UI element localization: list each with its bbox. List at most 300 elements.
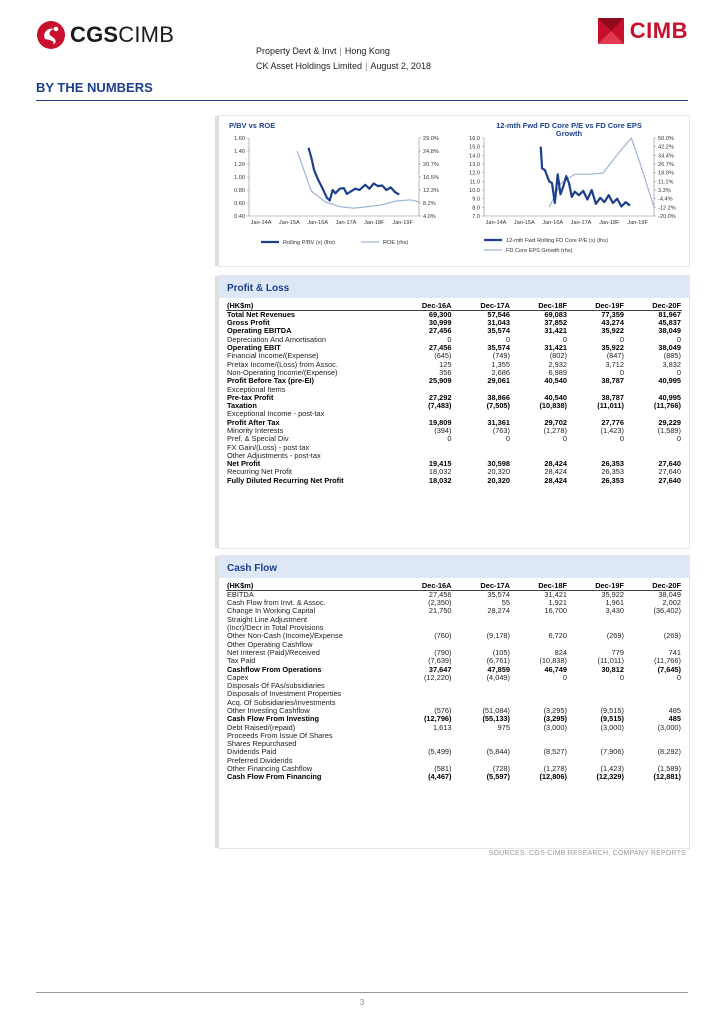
- profit-loss-cell: (847): [606, 351, 624, 361]
- profit-loss-cell: 125: [439, 359, 452, 369]
- cash-flow-col-header: Dec-18F: [511, 582, 568, 591]
- profit-loss-cell: 0: [619, 334, 624, 344]
- cash-flow-panel: [219, 556, 689, 848]
- left-tick-label: 8.0: [472, 205, 480, 212]
- profit-loss-row-label: Gross Profit: [227, 318, 270, 328]
- cash-flow-table: [226, 582, 682, 782]
- profit-loss-row-label: FX Gain/(Loss) - post tax: [227, 442, 310, 452]
- cash-flow-cell: (36,402): [653, 606, 681, 616]
- cash-flow-cell: (7,645): [657, 664, 681, 674]
- right-tick-label: 16.5%: [423, 175, 439, 181]
- cash-flow-row-label: Proceeds From Issue Of Shares: [227, 730, 333, 740]
- profit-loss-row-label: Fully Diluted Recurring Net Profit: [227, 475, 344, 485]
- page-number: 3: [359, 998, 365, 1007]
- right-tick-label: 42.2%: [658, 144, 674, 151]
- x-tick-label: Jan-15A: [513, 220, 535, 226]
- legend-label: Rolling P/BV (x) (lhs): [283, 240, 335, 246]
- primary-series-line: [309, 148, 400, 201]
- cimb-logo-icon: [598, 18, 624, 44]
- right-tick-label: 3.3%: [658, 188, 671, 194]
- profit-loss-cell: 0: [619, 367, 624, 377]
- profit-loss-cell: 43,274: [601, 318, 624, 328]
- cash-flow-cell: (11,011): [597, 656, 624, 666]
- cash-flow-row-label: Tax Paid: [227, 656, 256, 666]
- profit-loss-row-label: Profit Before Tax (pre-EI): [227, 376, 314, 386]
- cash-flow-cell: (581): [434, 764, 452, 774]
- profit-loss-cell: 6,989: [548, 367, 567, 377]
- profit-loss-cell: 18,032: [428, 467, 452, 477]
- profit-loss-cell: 20,320: [487, 467, 510, 477]
- left-tick-label: 14.0: [469, 153, 480, 160]
- cash-flow-cell: [625, 732, 682, 740]
- profit-loss-cell: [394, 443, 453, 451]
- profit-loss-cell: (1,589): [657, 426, 681, 435]
- cash-flow-cell: (760): [434, 631, 452, 641]
- cash-flow-cell: 0: [676, 672, 681, 682]
- cash-flow-cell: 16,700: [544, 606, 567, 616]
- cash-flow-cell: (9,515): [600, 706, 624, 715]
- profit-loss-cell: 1,355: [491, 359, 510, 369]
- profit-loss-cell: 18,032: [428, 475, 452, 485]
- profit-loss-table: [226, 302, 682, 485]
- cash-flow-cell: (12,796): [423, 714, 452, 724]
- cash-flow-cell: [394, 682, 453, 690]
- profit-loss-cell: (7,505): [486, 401, 510, 411]
- cash-flow-col-header: Dec-17A: [453, 582, 512, 591]
- right-tick-label: -4.4%: [658, 196, 673, 203]
- cash-flow-cell: (576): [434, 706, 452, 715]
- cash-flow-row-label: Cashflow From Operations: [227, 664, 322, 674]
- cash-flow-cell: 28,274: [487, 606, 510, 616]
- profit-loss-col-header: Dec-16A: [394, 302, 453, 311]
- profit-loss-cell: 26,353: [601, 459, 624, 469]
- pbv-roe-chart: [219, 116, 454, 266]
- cash-flow-cell: (4,467): [428, 772, 452, 782]
- profit-loss-cell: (885): [663, 351, 681, 361]
- cash-flow-cell: 1,961: [605, 598, 624, 608]
- right-tick-label: 8.2%: [423, 201, 436, 207]
- header-date: August 2, 2018: [370, 61, 431, 71]
- cimb-logo: [598, 18, 688, 44]
- cash-flow-cell: (8,527): [543, 747, 567, 757]
- profit-loss-cell: 25,909: [428, 376, 452, 386]
- cgs-cimb-logo-icon: [36, 20, 66, 50]
- cash-flow-row-label: Acq. Of Subsidiaries/investments: [227, 697, 336, 707]
- cash-flow-title: Cash Flow: [219, 556, 689, 578]
- cash-flow-row-label: EBITDA: [227, 590, 254, 599]
- profit-loss-cell: 2,932: [548, 359, 567, 369]
- right-tick-label: -12.2%: [658, 205, 676, 212]
- cash-flow-cell: [511, 616, 568, 624]
- cash-flow-col-header: (HK$m): [226, 582, 394, 591]
- cash-flow-cell: (3,295): [543, 714, 567, 724]
- cash-flow-row-label: Cash Flow From Investing: [227, 714, 319, 724]
- profit-loss-cell: 0: [505, 434, 510, 444]
- left-tick-label: 9.0: [472, 196, 480, 203]
- profit-loss-cell: 27,640: [658, 467, 681, 477]
- profit-loss-cell: 81,967: [658, 310, 681, 319]
- profit-loss-cell: (7,483): [428, 401, 452, 411]
- title-divider: [36, 100, 688, 101]
- cash-flow-cell: 46,749: [544, 664, 567, 674]
- cash-flow-cell: 3,430: [605, 606, 624, 616]
- profit-loss-cell: 0: [676, 367, 681, 377]
- profit-loss-cell: 0: [505, 334, 510, 344]
- cash-flow-cell: [568, 616, 625, 624]
- cash-flow-row: [226, 665, 682, 673]
- cash-flow-cell: (5,844): [486, 747, 510, 757]
- profit-loss-cell: 38,049: [658, 343, 681, 353]
- profit-loss-cell: 40,540: [544, 392, 567, 402]
- cash-flow-cell: 0: [562, 672, 567, 682]
- cash-flow-row-label: Straight Line Adjustment: [227, 614, 308, 624]
- cash-flow-cell: 21,750: [428, 606, 452, 616]
- right-tick-label: 50.0%: [658, 136, 674, 142]
- cash-flow-cell: 38,049: [658, 590, 681, 599]
- profit-loss-cell: 27,776: [601, 417, 624, 427]
- left-tick-label: 16.0: [469, 136, 480, 142]
- profit-loss-title: Profit & Loss: [219, 276, 689, 298]
- cash-flow-row-label: Dividends Paid: [227, 747, 277, 757]
- cash-flow-row-label: Net Interest (Paid)/Received: [227, 647, 320, 657]
- profit-loss-cell: 69,300: [428, 310, 452, 319]
- cash-flow-cell: 1,613: [433, 722, 452, 732]
- cash-flow-cell: [453, 732, 512, 740]
- x-tick-label: Jan-17A: [335, 220, 357, 226]
- profit-loss-row-label: Minority Interests: [227, 426, 284, 435]
- profit-loss-cell: 27,640: [658, 459, 681, 469]
- cash-flow-cell: (3,000): [600, 722, 624, 732]
- cash-flow-cell: (2,350): [428, 598, 452, 608]
- cash-flow-cell: 47,859: [487, 664, 510, 674]
- cash-flow-cell: (12,806): [539, 772, 567, 782]
- profit-loss-row-label: Exceptional Income - post-tax: [227, 409, 325, 419]
- left-tick-label: 7.0: [472, 214, 480, 220]
- cash-flow-cell: (4,049): [486, 672, 510, 682]
- cash-flow-cell: (55,133): [482, 714, 510, 724]
- profit-loss-cell: 3,832: [662, 359, 681, 369]
- logo-left-bold: CGS: [70, 22, 119, 47]
- cash-flow-cell: (8,292): [657, 747, 681, 757]
- cash-flow-row: [226, 748, 682, 756]
- profit-loss-cell: 0: [562, 434, 567, 444]
- profit-loss-row-label: Non-Operating Income/(Expense): [227, 367, 338, 377]
- profit-loss-cell: 29,061: [487, 376, 510, 386]
- profit-loss-cell: 20,320: [487, 475, 510, 485]
- profit-loss-row-label: Profit After Tax: [227, 417, 280, 427]
- right-tick-label: 29.0%: [423, 136, 439, 142]
- profit-loss-col-header: Dec-20F: [625, 302, 682, 311]
- profit-loss-row-label: Operating EBIT: [227, 343, 281, 353]
- profit-loss-cell: 27,292: [428, 392, 452, 402]
- profit-loss-cell: 31,421: [544, 343, 567, 353]
- left-tick-label: 1.20: [234, 162, 245, 168]
- left-tick-label: 0.40: [234, 214, 245, 220]
- profit-loss-cell: 69,083: [544, 310, 567, 319]
- profit-loss-col-header: (HK$m): [226, 302, 394, 311]
- right-tick-label: 12.3%: [423, 188, 439, 194]
- profit-loss-cell: 29,229: [658, 417, 681, 427]
- left-tick-label: 13.0: [469, 162, 480, 168]
- chart-title-line: 12-mth Fwd FD Core P/E vs FD Core EPS: [496, 121, 642, 130]
- cash-flow-col-header: Dec-19F: [568, 582, 625, 591]
- cash-flow-cell: 741: [668, 647, 681, 657]
- cash-flow-col-header: Dec-16A: [394, 582, 453, 591]
- profit-loss-cell: 29,702: [544, 417, 567, 427]
- cash-flow-cell: (1,278): [543, 764, 567, 774]
- profit-loss-cell: 28,424: [544, 467, 567, 477]
- profit-loss-cell: 19,809: [428, 417, 452, 427]
- profit-loss-cell: 27,640: [658, 475, 681, 485]
- profit-loss-cell: (10,838): [539, 401, 567, 411]
- profit-loss-cell: 27,456: [428, 343, 452, 353]
- profit-loss-row-label: Total Net Revenues: [227, 310, 296, 319]
- left-tick-label: 10.0: [469, 188, 480, 194]
- profit-loss-row-label: Pretax Income/(Loss) from Assoc.: [227, 359, 338, 369]
- logo-left-regular: CIMB: [118, 22, 175, 47]
- cash-flow-cell: (12,220): [423, 672, 452, 682]
- left-tick-label: 1.40: [234, 149, 245, 155]
- cash-flow-row-label: Cash Flow from Invt. & Assoc.: [227, 598, 326, 608]
- x-tick-label: Jan-18F: [364, 220, 385, 226]
- cash-flow-col-header: Dec-20F: [625, 582, 682, 591]
- profit-loss-cell: [511, 443, 568, 451]
- right-tick-label: 24.8%: [423, 149, 439, 155]
- cash-flow-cell: [625, 690, 682, 698]
- cash-flow-cell: (7,639): [428, 656, 452, 666]
- right-tick-label: 34.4%: [658, 153, 674, 160]
- cash-flow-cell: [625, 616, 682, 624]
- cash-flow-cell: [568, 682, 625, 690]
- cash-flow-cell: (5,597): [486, 772, 510, 782]
- cash-flow-cell: 0: [619, 672, 624, 682]
- profit-loss-cell: 37,852: [544, 318, 567, 328]
- profit-loss-cell: (11,766): [653, 401, 681, 411]
- cash-flow-cell: (269): [663, 631, 681, 641]
- profit-loss-row-label: Recurring Net Profit: [227, 467, 292, 477]
- profit-loss-cell: 28,424: [544, 475, 567, 485]
- logo-right-text: CIMB: [629, 18, 688, 43]
- cash-flow-cell: (1,423): [600, 764, 624, 774]
- profit-loss-cell: (11,011): [597, 401, 624, 411]
- x-tick-label: Jan-14A: [250, 220, 272, 226]
- profit-loss-cell: [568, 443, 625, 451]
- sources-note: SOURCES: CGS-CIMB RESEARCH, COMPANY REPORTS: [488, 850, 686, 857]
- footer-divider: [36, 992, 688, 993]
- right-tick-label: 11.1%: [658, 179, 674, 186]
- right-tick-label: -20.0%: [658, 214, 676, 220]
- profit-loss-cell: 0: [447, 334, 452, 344]
- cash-flow-cell: 779: [611, 647, 624, 657]
- cash-flow-cell: (5,499): [428, 747, 452, 757]
- profit-loss-cell: (394): [434, 426, 452, 435]
- cash-flow-row: [226, 773, 682, 781]
- cash-flow-cell: [568, 690, 625, 698]
- cash-flow-row-label: Preferred Dividends: [227, 755, 293, 765]
- profit-loss-cell: (802): [549, 351, 567, 361]
- x-tick-label: Jan-16A: [542, 220, 564, 226]
- profit-loss-cell: 2,686: [491, 367, 510, 377]
- cash-flow-row-label: Other Operating Cashflow: [227, 639, 313, 649]
- profit-loss-cell: 40,540: [544, 376, 567, 386]
- cash-flow-cell: 975: [497, 722, 510, 732]
- profit-loss-cell: 35,574: [487, 343, 510, 353]
- secondary-series-line: [297, 151, 419, 208]
- profit-loss-cell: (1,423): [600, 426, 624, 435]
- left-tick-label: 12.0: [469, 170, 480, 177]
- cash-flow-cell: (51,084): [482, 706, 510, 715]
- profit-loss-cell: 26,353: [601, 467, 624, 477]
- cash-flow-cell: (728): [492, 764, 510, 774]
- profit-loss-cell: 40,995: [658, 392, 681, 402]
- cash-flow-row-label: Disposals Of FAs/subsidiaries: [227, 681, 325, 691]
- cash-flow-cell: 55: [501, 598, 510, 608]
- cash-flow-cell: 2,002: [662, 598, 681, 608]
- x-tick-label: Jan-19F: [627, 220, 648, 226]
- cash-flow-cell: (7,906): [600, 747, 624, 757]
- left-tick-label: 1.60: [234, 136, 245, 142]
- profit-loss-cell: 0: [619, 434, 624, 444]
- header-sector: Property Devt & Invt: [256, 46, 337, 56]
- cash-flow-cell: (790): [434, 647, 452, 657]
- cash-flow-cell: [394, 732, 453, 740]
- cash-flow-cell: 35,922: [601, 590, 624, 599]
- profit-loss-cell: 31,361: [487, 417, 510, 427]
- profit-loss-row-label: Taxation: [227, 401, 257, 411]
- profit-loss-row: [226, 477, 682, 485]
- profit-loss-row-label: Pref. & Special Div: [227, 434, 289, 444]
- cash-flow-cell: (1,589): [657, 764, 681, 774]
- profit-loss-cell: (1,278): [543, 426, 567, 435]
- header-region: Hong Kong: [344, 46, 390, 56]
- profit-loss-cell: 0: [447, 434, 452, 444]
- charts-panel: [219, 116, 689, 266]
- cash-flow-cell: [453, 682, 512, 690]
- profit-loss-cell: 38,787: [601, 376, 624, 386]
- profit-loss-cell: 356: [439, 367, 452, 377]
- left-tick-label: 1.00: [234, 175, 245, 181]
- cash-flow-row-label: Capex: [227, 672, 249, 682]
- cash-flow-cell: [511, 690, 568, 698]
- cash-flow-row-label: Disposals of Investment Properties: [227, 689, 342, 699]
- profit-loss-panel: [219, 276, 689, 548]
- profit-loss-cell: 0: [562, 334, 567, 344]
- legend-label: 12-mth Fwd Rolling FD Core P/E (x) (lhs): [506, 238, 608, 244]
- report-header: Property Devt & Invt | Hong Kong CK Asset Holdings Limited | August 2, 2018: [256, 46, 431, 71]
- cash-flow-cell: [394, 690, 453, 698]
- x-tick-label: Jan-18F: [599, 220, 620, 226]
- cash-flow-cell: (12,881): [653, 772, 681, 782]
- cash-flow-cell: 6,720: [548, 631, 567, 641]
- right-tick-label: 4.0%: [423, 214, 436, 220]
- profit-loss-col-header: Dec-18F: [511, 302, 568, 311]
- chart-title-line: Growth: [555, 129, 583, 138]
- profit-loss-cell: 31,421: [544, 326, 567, 336]
- profit-loss-cell: 30,598: [487, 459, 510, 469]
- profit-loss-cell: 26,353: [601, 475, 624, 485]
- profit-loss-cell: (763): [492, 426, 510, 435]
- cash-flow-cell: 485: [668, 714, 681, 724]
- cash-flow-row-label: Other Non-Cash (Income)/Expense: [227, 631, 343, 641]
- profit-loss-cell: [625, 443, 682, 451]
- chart-title: [496, 121, 642, 138]
- cash-flow-cell: 485: [668, 706, 681, 715]
- cash-flow-row-label: Change In Working Capital: [227, 606, 316, 616]
- cash-flow-cell: [625, 682, 682, 690]
- cash-flow-row-label: Other Financing Cashflow: [227, 764, 313, 774]
- profit-loss-cell: 3,712: [605, 359, 624, 369]
- profit-loss-cell: 38,049: [658, 326, 681, 336]
- x-tick-label: Jan-17A: [570, 220, 592, 226]
- cash-flow-cell: 1,921: [548, 598, 567, 608]
- profit-loss-cell: 38,866: [487, 392, 510, 402]
- profit-loss-cell: 35,574: [487, 326, 510, 336]
- cash-flow-cell: [511, 732, 568, 740]
- cash-flow-cell: (12,329): [596, 772, 624, 782]
- left-tick-label: 15.0: [469, 144, 480, 151]
- left-tick-label: 0.80: [234, 188, 245, 194]
- profit-loss-row-label: Pre-tax Profit: [227, 392, 274, 402]
- cash-flow-cell: (9,178): [486, 631, 510, 641]
- profit-loss-cell: 30,999: [428, 318, 452, 328]
- profit-loss-col-header: Dec-17A: [453, 302, 512, 311]
- cash-flow-row-label: (Incr)/Decr in Total Provisions: [227, 623, 324, 633]
- cash-flow-cell: [568, 732, 625, 740]
- profit-loss-cell: 57,546: [487, 310, 510, 319]
- cash-flow-cell: (11,766): [654, 656, 681, 666]
- cash-flow-row-label: Debt Raised/(repaid): [227, 722, 296, 732]
- header-company: CK Asset Holdings Limited: [256, 61, 363, 71]
- cash-flow-cell: (269): [606, 631, 624, 641]
- profit-loss-row-label: Other Adjustments - post-tax: [227, 450, 321, 460]
- right-tick-label: 18.9%: [658, 170, 674, 177]
- cash-flow-cell: [453, 616, 512, 624]
- cash-flow-cell: [394, 616, 453, 624]
- profit-loss-cell: (645): [434, 351, 452, 361]
- profit-loss-row-label: Operating EBITDA: [227, 326, 292, 336]
- secondary-series-line: [549, 138, 654, 207]
- cash-flow-cell: (9,515): [600, 714, 624, 724]
- profit-loss-col-header: Dec-19F: [568, 302, 625, 311]
- legend-label: FD Core EPS Growth (rhs): [506, 248, 573, 254]
- profit-loss-cell: 38,787: [601, 392, 624, 402]
- cash-flow-row-label: Other Investing Cashflow: [227, 706, 310, 715]
- profit-loss-row-label: Depreciation And Amortisation: [227, 334, 327, 344]
- right-tick-label: 20.7%: [423, 162, 439, 168]
- chart-title: P/BV vs ROE: [229, 121, 276, 130]
- x-tick-label: Jan-14A: [485, 220, 507, 226]
- profit-loss-cell: (749): [492, 351, 510, 361]
- left-tick-label: 11.0: [469, 179, 480, 186]
- profit-loss-row: [226, 427, 682, 435]
- profit-loss-cell: 35,922: [601, 343, 624, 353]
- profit-loss-cell: 40,995: [658, 376, 681, 386]
- profit-loss-cell: 77,359: [601, 310, 624, 319]
- cash-flow-cell: 31,421: [544, 590, 567, 599]
- profit-loss-cell: 28,424: [544, 459, 567, 469]
- cash-flow-cell: (3,000): [543, 722, 567, 732]
- section-title: BY THE NUMBERS: [36, 80, 153, 95]
- cash-flow-cell: 37,647: [428, 664, 452, 674]
- cash-flow-cell: (6,761): [486, 656, 510, 666]
- legend-label: ROE (rhs): [383, 240, 409, 246]
- x-tick-label: Jan-16A: [307, 220, 329, 226]
- cash-flow-cell: 27,456: [428, 590, 452, 599]
- cash-flow-cell: (10,838): [539, 656, 567, 666]
- cgs-cimb-logo: [36, 20, 174, 50]
- cash-flow-cell: (3,295): [543, 706, 567, 715]
- profit-loss-cell: 35,922: [601, 326, 624, 336]
